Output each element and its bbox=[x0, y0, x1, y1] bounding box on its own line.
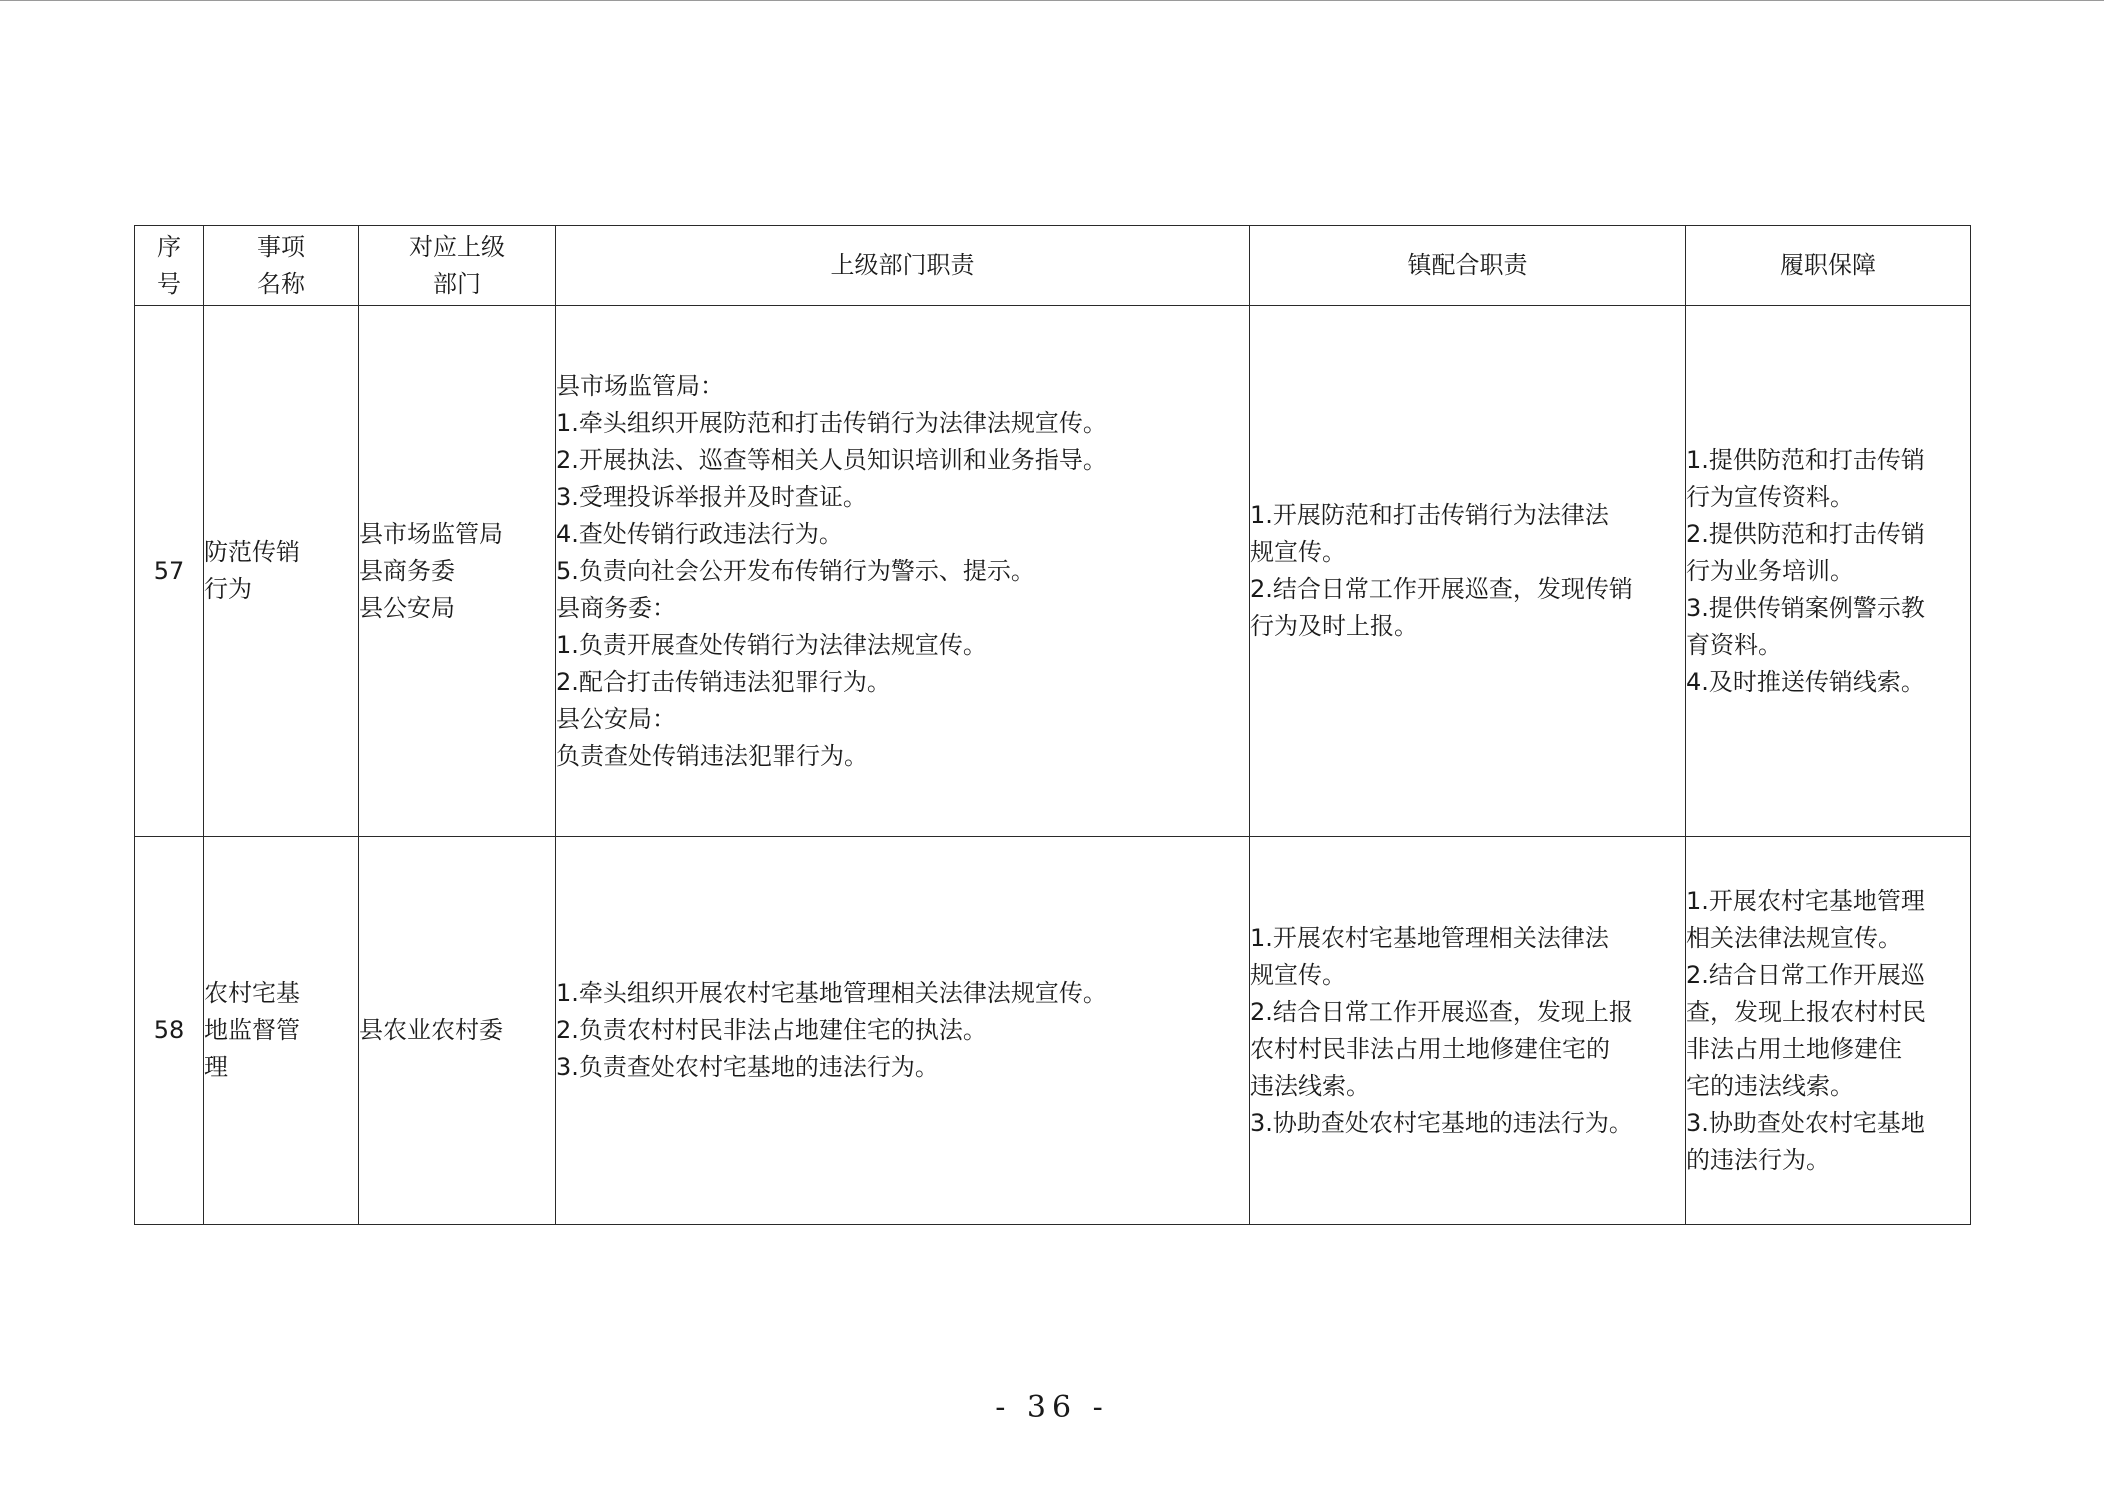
dept-cell bbox=[359, 306, 556, 837]
guarantee-line: 1.提供防范和打击传销 bbox=[1686, 445, 1925, 474]
guarantee-line: 行为业务培训。 bbox=[1686, 556, 1854, 585]
item-name-line: 农村宅基 bbox=[204, 979, 300, 1007]
upper-duties-cell bbox=[556, 837, 1250, 1225]
guarantee-line: 4.及时推送传销线索。 bbox=[1686, 667, 1925, 696]
row-number: 58 bbox=[135, 837, 204, 1225]
upper-duty-line: 1.牵头组织开展农村宅基地管理相关法律法规宣传。 bbox=[556, 979, 1107, 1007]
item-name-line: 行为 bbox=[204, 575, 252, 603]
upper-duty-line: 4.查处传销行政违法行为。 bbox=[556, 519, 843, 548]
upper-duty-line: 县公安局： bbox=[556, 704, 676, 733]
town-duty-line: 2.结合日常工作开展巡查，发现传销 bbox=[1250, 575, 1633, 603]
guarantee-line: 的违法行为。 bbox=[1686, 1145, 1830, 1174]
town-duty-line: 3.协助查处农村宅基地的违法行为。 bbox=[1250, 1108, 1633, 1137]
table-row bbox=[135, 837, 1971, 1225]
page-number: - 36 - bbox=[995, 1390, 1109, 1425]
header-item-name: 事项 名称 bbox=[204, 226, 359, 306]
guarantee-line: 3.协助查处农村宅基地 bbox=[1686, 1108, 1925, 1137]
dept-line: 县商务委 bbox=[359, 556, 455, 585]
item-name-cell bbox=[204, 306, 359, 837]
dept-line: 县公安局 bbox=[359, 593, 455, 622]
town-duty-line: 行为及时上报。 bbox=[1250, 612, 1418, 640]
row-number: 57 bbox=[135, 306, 204, 837]
item-name-cell bbox=[204, 837, 359, 1225]
upper-duties-cell bbox=[556, 306, 1250, 837]
guarantee-line: 相关法律法规宣传。 bbox=[1686, 923, 1902, 952]
guarantee-line: 育资料。 bbox=[1686, 630, 1782, 659]
header-guarantee: 履职保障 bbox=[1686, 226, 1971, 306]
dept-cell bbox=[359, 837, 556, 1225]
header-town-duties: 镇配合职责 bbox=[1250, 226, 1686, 306]
upper-duty-line: 3.受理投诉举报并及时查证。 bbox=[556, 482, 867, 511]
upper-duty-line: 1.负责开展查处传销行为法律法规宣传。 bbox=[556, 630, 987, 659]
guarantee-line: 查，发现上报农村村民 bbox=[1686, 997, 1926, 1026]
header-upper-duties: 上级部门职责 bbox=[556, 226, 1250, 306]
table-row bbox=[135, 306, 1971, 837]
dept-line: 县农业农村委 bbox=[359, 1016, 503, 1044]
town-duty-line: 农村村民非法占用土地修建住宅的 bbox=[1250, 1034, 1610, 1063]
guarantee-cell bbox=[1686, 837, 1971, 1225]
town-duties-cell bbox=[1250, 306, 1686, 837]
guarantee-line: 2.提供防范和打击传销 bbox=[1686, 519, 1925, 548]
guarantee-line: 2.结合日常工作开展巡 bbox=[1686, 960, 1925, 989]
item-name-line: 地监督管 bbox=[204, 1016, 300, 1044]
header-dept: 对应上级 部门 bbox=[359, 226, 556, 306]
table-header-row bbox=[135, 226, 1971, 306]
guarantee-cell bbox=[1686, 306, 1971, 837]
guarantee-line: 3.提供传销案例警示教 bbox=[1686, 593, 1925, 622]
town-duty-line: 违法线索。 bbox=[1250, 1071, 1370, 1100]
town-duty-line: 规宣传。 bbox=[1250, 960, 1346, 989]
guarantee-line: 1.开展农村宅基地管理 bbox=[1686, 886, 1925, 915]
upper-duty-line: 1.牵头组织开展防范和打击传销行为法律法规宣传。 bbox=[556, 408, 1107, 437]
guarantee-line: 非法占用土地修建住 bbox=[1686, 1034, 1902, 1063]
upper-duty-line: 2.负责农村村民非法占地建住宅的执法。 bbox=[556, 1016, 987, 1044]
town-duty-line: 2.结合日常工作开展巡查，发现上报 bbox=[1250, 997, 1633, 1026]
upper-duty-line: 县市场监管局： bbox=[556, 371, 724, 400]
upper-duty-line: 5.负责向社会公开发布传销行为警示、提示。 bbox=[556, 556, 1035, 585]
upper-duty-line: 2.配合打击传销违法犯罪行为。 bbox=[556, 667, 891, 696]
town-duties-cell bbox=[1250, 837, 1686, 1225]
item-name-line: 理 bbox=[204, 1053, 228, 1081]
upper-duty-line: 2.开展执法、巡查等相关人员知识培训和业务指导。 bbox=[556, 445, 1107, 474]
duty-table bbox=[134, 225, 1971, 1225]
item-name-line: 防范传销 bbox=[204, 538, 300, 566]
town-duty-line: 规宣传。 bbox=[1250, 538, 1346, 566]
upper-duty-line: 县商务委： bbox=[556, 593, 676, 622]
dept-line: 县市场监管局 bbox=[359, 519, 503, 548]
town-duty-line: 1.开展农村宅基地管理相关法律法 bbox=[1250, 923, 1609, 952]
guarantee-line: 宅的违法线索。 bbox=[1686, 1071, 1854, 1100]
upper-duty-line: 负责查处传销违法犯罪行为。 bbox=[556, 741, 868, 770]
guarantee-line: 行为宣传资料。 bbox=[1686, 482, 1854, 511]
town-duty-line: 1.开展防范和打击传销行为法律法 bbox=[1250, 501, 1609, 529]
header-seq: 序 号 bbox=[135, 226, 204, 306]
upper-duty-line: 3.负责查处农村宅基地的违法行为。 bbox=[556, 1053, 939, 1081]
